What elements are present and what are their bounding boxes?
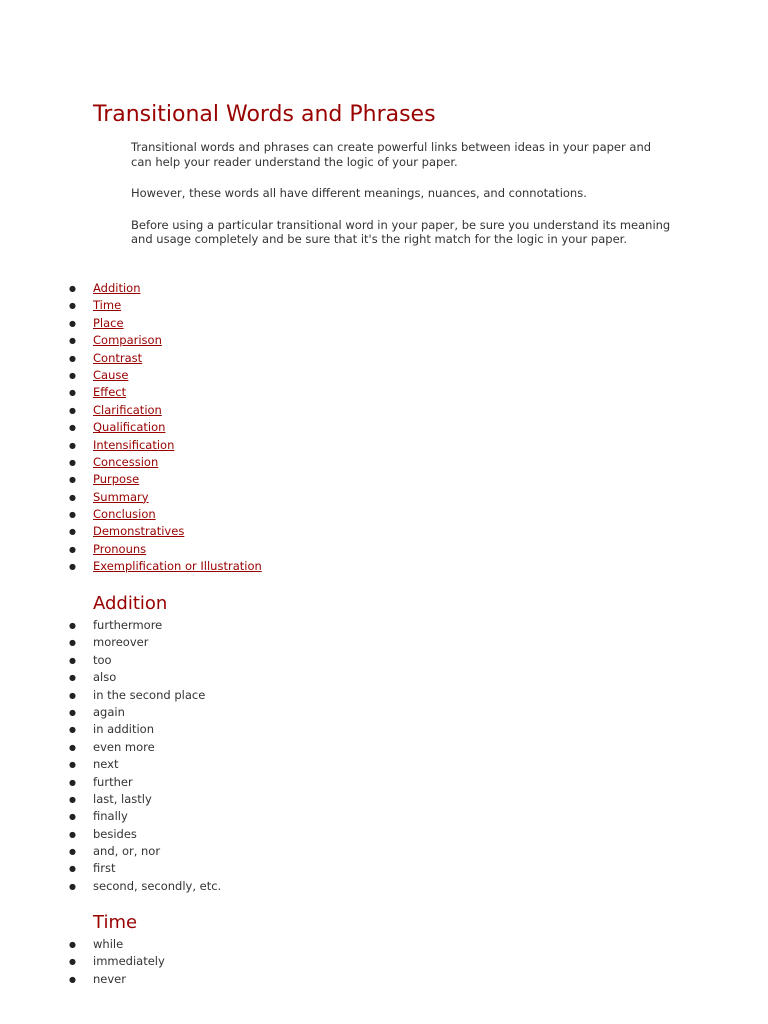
list-item [69, 774, 221, 791]
toc-item-exemplification [69, 558, 262, 575]
table-of-contents [69, 280, 262, 576]
bullet-icon: ● [69, 957, 76, 967]
toc-item-place [69, 315, 262, 332]
bullet-icon: ● [69, 440, 76, 450]
bullet-icon: ● [69, 423, 76, 433]
list-item-text: also [93, 670, 117, 685]
toc-item-demonstratives [69, 523, 262, 540]
list-item [69, 634, 221, 651]
bullet-icon: ● [69, 388, 76, 398]
list-item [69, 617, 221, 634]
bullet-icon: ● [69, 562, 76, 572]
bullet-icon: ● [69, 336, 76, 346]
toc-item-qualification [69, 419, 262, 436]
list-item [69, 808, 221, 825]
toc-item-cause [69, 367, 262, 384]
list-item [69, 860, 221, 877]
list-item-text: last, lastly [93, 791, 152, 806]
list-item-text: furthermore [93, 618, 163, 632]
intro-text [131, 140, 671, 264]
toc-item-concession [69, 454, 262, 471]
bullet-icon: ● [69, 742, 76, 752]
bullet-icon: ● [69, 621, 76, 630]
toc-link-effect[interactable]: Effect [93, 385, 127, 400]
toc-link-place[interactable]: Place [93, 315, 124, 330]
list-item [69, 936, 165, 953]
bullet-icon: ● [69, 812, 76, 822]
list-item-text: next [93, 757, 119, 772]
toc-link-purpose[interactable]: Purpose [93, 472, 140, 487]
toc-link-exemplification[interactable]: Exemplification or Illustration [93, 559, 262, 574]
bullet-icon: ● [69, 405, 76, 415]
toc-item-time [69, 297, 262, 314]
bullet-icon: ● [69, 794, 76, 804]
bullet-icon: ● [69, 760, 76, 770]
list-item-text: and, or, nor [93, 844, 161, 859]
bullet-icon: ● [69, 527, 76, 537]
toc-link-time[interactable]: Time [93, 298, 122, 313]
bullet-icon: ● [69, 301, 76, 311]
bullet-icon: ● [69, 725, 76, 735]
list-item [69, 971, 165, 988]
toc-item-clarification [69, 402, 262, 419]
bullet-icon: ● [69, 940, 76, 949]
list-item [69, 704, 221, 721]
toc-link-summary[interactable]: Summary [93, 489, 149, 504]
toc-item-pronouns [69, 541, 262, 558]
bullet-icon: ● [69, 690, 76, 700]
list-item-text: further [93, 774, 133, 789]
bullet-icon: ● [69, 847, 76, 857]
bullet-icon: ● [69, 673, 76, 683]
list-item [69, 756, 221, 773]
list-item [69, 739, 221, 756]
bullet-icon: ● [69, 318, 76, 328]
list-item-text: first [93, 861, 116, 876]
bullet-icon: ● [69, 353, 76, 363]
intro-paragraph-2: However, these words all have different meanings, nuances, and connotations. [131, 186, 587, 200]
list-item [69, 669, 221, 686]
bullet-icon: ● [69, 370, 76, 380]
list-item-text: never [93, 971, 126, 986]
list-item-text: too [93, 652, 112, 667]
list-item [69, 721, 221, 738]
bullet-icon: ● [69, 457, 76, 467]
list-item-text: moreover [93, 635, 149, 650]
bullet-icon: ● [69, 544, 76, 554]
toc-item-comparison [69, 332, 262, 349]
toc-item-intensification [69, 437, 262, 454]
bullet-icon: ● [69, 284, 76, 293]
bullet-icon: ● [69, 492, 76, 502]
toc-link-conclusion[interactable]: Conclusion [93, 507, 156, 522]
addition-word-list [69, 617, 222, 895]
toc-link-addition[interactable]: Addition [93, 281, 141, 295]
toc-item-addition [69, 280, 262, 297]
list-item [69, 687, 221, 704]
toc-item-effect [69, 384, 262, 401]
toc-item-summary [69, 489, 262, 506]
list-item-text: while [93, 937, 124, 951]
toc-link-clarification[interactable]: Clarification [93, 402, 162, 417]
intro-paragraph-1: Transitional words and phrases can create powerful links between ideas in your paper and can help your reader understand the logic of your paper. [131, 140, 652, 169]
bullet-icon: ● [69, 829, 76, 839]
list-item [69, 843, 221, 860]
toc-link-contrast[interactable]: Contrast [93, 350, 143, 365]
toc-item-conclusion [69, 506, 262, 523]
toc-link-intensification[interactable]: Intensification [93, 437, 175, 452]
list-item [69, 791, 221, 808]
bullet-icon: ● [69, 974, 76, 984]
bullet-icon: ● [69, 475, 76, 485]
list-item-text: in addition [93, 722, 155, 737]
list-item [69, 652, 221, 669]
bullet-icon: ● [69, 881, 76, 891]
bullet-icon: ● [69, 864, 76, 874]
bullet-icon: ● [69, 638, 76, 648]
bullet-icon: ● [69, 655, 76, 665]
list-item-text: again [93, 704, 125, 719]
toc-item-purpose [69, 471, 262, 488]
section-heading-addition: Addition [93, 593, 168, 614]
page-title: Transitional Words and Phrases [93, 102, 436, 127]
toc-item-contrast [69, 350, 262, 367]
toc-link-cause[interactable]: Cause [93, 367, 129, 382]
section-heading-time: Time [93, 912, 138, 933]
bullet-icon: ● [69, 510, 76, 520]
intro-paragraph-3: Before using a particular transitional word in your paper, be sure you understand its meaning and usage completely and be sure that it's the right match for the logic in your paper. [131, 217, 671, 246]
list-item-text: immediately [93, 954, 165, 969]
list-item [69, 878, 222, 895]
toc-link-qualification[interactable]: Qualification [93, 420, 166, 435]
list-item [69, 953, 165, 970]
list-item-text: second, secondly, etc. [93, 878, 222, 893]
toc-link-concession[interactable]: Concession [93, 454, 159, 469]
list-item [69, 826, 221, 843]
bullet-icon: ● [69, 707, 76, 717]
list-item-text: besides [93, 826, 137, 841]
list-item-text: finally [93, 809, 128, 824]
list-item-text: in the second place [93, 687, 206, 702]
time-word-list [69, 936, 165, 988]
toc-link-pronouns[interactable]: Pronouns [93, 541, 147, 556]
toc-link-comparison[interactable]: Comparison [93, 333, 162, 348]
list-item-text: even more [93, 739, 155, 754]
bullet-icon: ● [69, 777, 76, 787]
toc-link-demonstratives[interactable]: Demonstratives [93, 524, 185, 539]
